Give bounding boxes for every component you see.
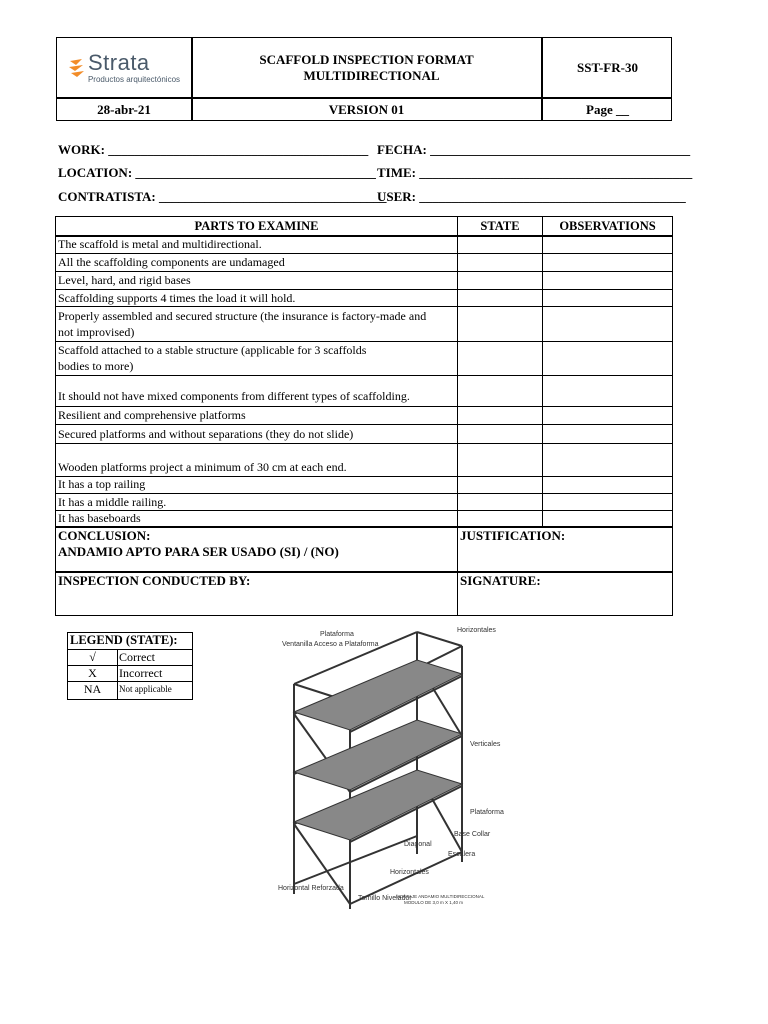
check-item-11: It has a top railing <box>58 477 146 491</box>
check-item-4: Scaffolding supports 4 times the load it will hold. <box>58 291 296 305</box>
check-item-1: The scaffold is metal and multidirectional. <box>58 237 262 251</box>
state-legend <box>67 632 193 700</box>
form-title-line1: SCAFFOLD INSPECTION FORMAT <box>259 51 474 67</box>
col-header-parts: PARTS TO EXAMINE <box>194 218 319 233</box>
check-item-3: Level, hard, and rigid bases <box>58 273 191 287</box>
work-field[interactable]: WORK: ________________________________________ <box>58 142 369 157</box>
label-horizontales-top: Horizontales <box>457 627 496 634</box>
legend-text-incorrect: Incorrect <box>119 666 163 680</box>
check-item-6 <box>58 342 366 374</box>
label-base-collar: Base Collar <box>454 831 491 838</box>
form-page: Page __ <box>586 101 629 117</box>
conclusion-text: ANDAMIO APTO PARA SER USADO (SI) / (NO) <box>58 544 339 559</box>
label-escalera: Escalera <box>448 851 476 858</box>
check-item-6-line2: bodies to more) <box>58 359 134 373</box>
check-item-5-line2: not improvised) <box>58 325 135 339</box>
form-title-line2: MULTIDIRECTIONAL <box>303 67 440 83</box>
form-date: 28-abr-21 <box>97 101 151 117</box>
check-item-12: It has a middle railing. <box>58 495 167 509</box>
inspection-table <box>55 216 673 616</box>
legend-title: LEGEND (STATE): <box>70 633 178 647</box>
label-diagonal: Diagonal <box>404 841 432 848</box>
check-item-9: Secured platforms and without separations (they do not slide) <box>58 427 354 441</box>
label-plataforma-top: Plataforma <box>320 631 354 638</box>
user-field[interactable]: USER: _________________________________________ <box>377 189 686 204</box>
legend-symbol-incorrect: X <box>88 666 97 680</box>
strata-mark-icon <box>68 57 86 79</box>
check-item-7: It should not have mixed components from different types of scaffolding. <box>58 389 410 403</box>
conclusion-label: CONCLUSION: <box>58 528 151 543</box>
check-item-6-line1: Scaffold attached to a stable structure (applicable for 3 scaffolds <box>58 343 367 357</box>
check-item-8: Resilient and comprehensive platforms <box>58 408 246 422</box>
label-horizontal-reforzada: Horizontal Reforzada <box>278 885 344 892</box>
label-ventanilla: Ventanilla Acceso a Plataforma <box>282 641 379 648</box>
col-header-observations: OBSERVATIONS <box>559 218 656 233</box>
scaffold-diagram <box>272 624 520 914</box>
form-code: SST-FR-30 <box>577 59 638 75</box>
fecha-field[interactable]: FECHA: ________________________________________ <box>377 142 691 157</box>
check-item-2: All the scaffolding components are undamaged <box>58 255 285 269</box>
caption-line1: MONTAJE ANDAMIO MULTIDIRECCIONAL <box>396 894 485 899</box>
check-item-5-line1: Properly assembled and secured structure (the insurance is factory-made and <box>58 309 427 323</box>
signature-label: SIGNATURE: <box>460 573 541 588</box>
location-field[interactable]: LOCATION: _____________________________________ <box>58 165 376 180</box>
contratista-field[interactable]: CONTRATISTA: ___________________________________ <box>58 189 387 204</box>
label-plataforma-mid: Plataforma <box>470 809 504 816</box>
company-logo <box>57 38 191 98</box>
logo-tagline: Productos arquitectónicos <box>87 75 181 84</box>
justification-label: JUSTIFICATION: <box>460 528 566 543</box>
label-tornillo: Tornillo Nivelador <box>358 895 412 902</box>
check-item-13: It has baseboards <box>58 511 141 525</box>
caption-line2: MODULO DE 3,0 m X 1,40 m <box>404 900 464 905</box>
legend-text-na: Not applicable <box>119 684 172 694</box>
form-title <box>192 38 541 97</box>
check-item-10: Wooden platforms project a minimum of 30 cm at each end. <box>58 460 347 474</box>
col-header-state: STATE <box>480 218 520 233</box>
check-item-5 <box>58 308 426 340</box>
logo-wordmark: Strata <box>87 50 150 75</box>
label-verticales: Verticales <box>470 741 501 748</box>
form-version: VERSION 01 <box>328 101 405 117</box>
legend-text-correct: Correct <box>119 650 155 664</box>
label-horizontales-bottom: Horizontales <box>390 869 429 876</box>
legend-symbol-correct: √ <box>89 650 96 664</box>
legend-symbol-na: NA <box>83 682 102 696</box>
header-box <box>56 37 672 121</box>
inspected-by-label: INSPECTION CONDUCTED BY: <box>58 573 251 588</box>
time-field[interactable]: TIME: __________________________________________ <box>377 165 693 180</box>
